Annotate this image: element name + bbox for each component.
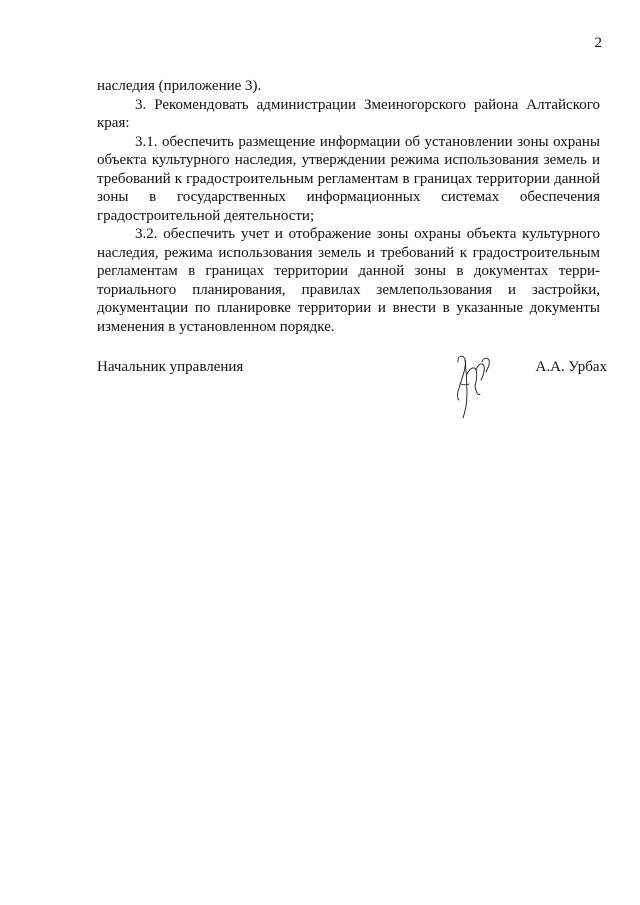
paragraph-item-3: 3. Рекомендовать администрации Змеиногорского района Алтайского края: <box>97 96 600 131</box>
paragraph-item-3-1: 3.1. обеспечить размещение информации об установлении зоны охраны объекта культурного наследия, утверждении режима использования земель и требований к градостроительным регламентам в границах территории данной зоны в государственных информационных системах обеспечения градостроительной деятельности; <box>97 133 600 224</box>
signer-title: Начальник управления <box>97 359 244 375</box>
handwritten-signature-icon <box>449 350 499 422</box>
document-body <box>97 77 600 336</box>
signature-block <box>97 356 607 436</box>
signer-name: А.А. Урбах <box>535 359 607 375</box>
paragraph-continuation: наследия (приложение 3). <box>97 78 262 94</box>
page-number: 2 <box>594 35 602 51</box>
paragraph-item-3-2: 3.2. обеспечить учет и отображение зоны охраны объекта культурного наследия, режима использования земель и требований к градостроительным регламентам в границах территории данной зоны в документах территориального планирования, правилах землепользования и застройки, документации по планировке территории и внести в указанные документы изменения в установленном порядке. <box>97 226 600 335</box>
